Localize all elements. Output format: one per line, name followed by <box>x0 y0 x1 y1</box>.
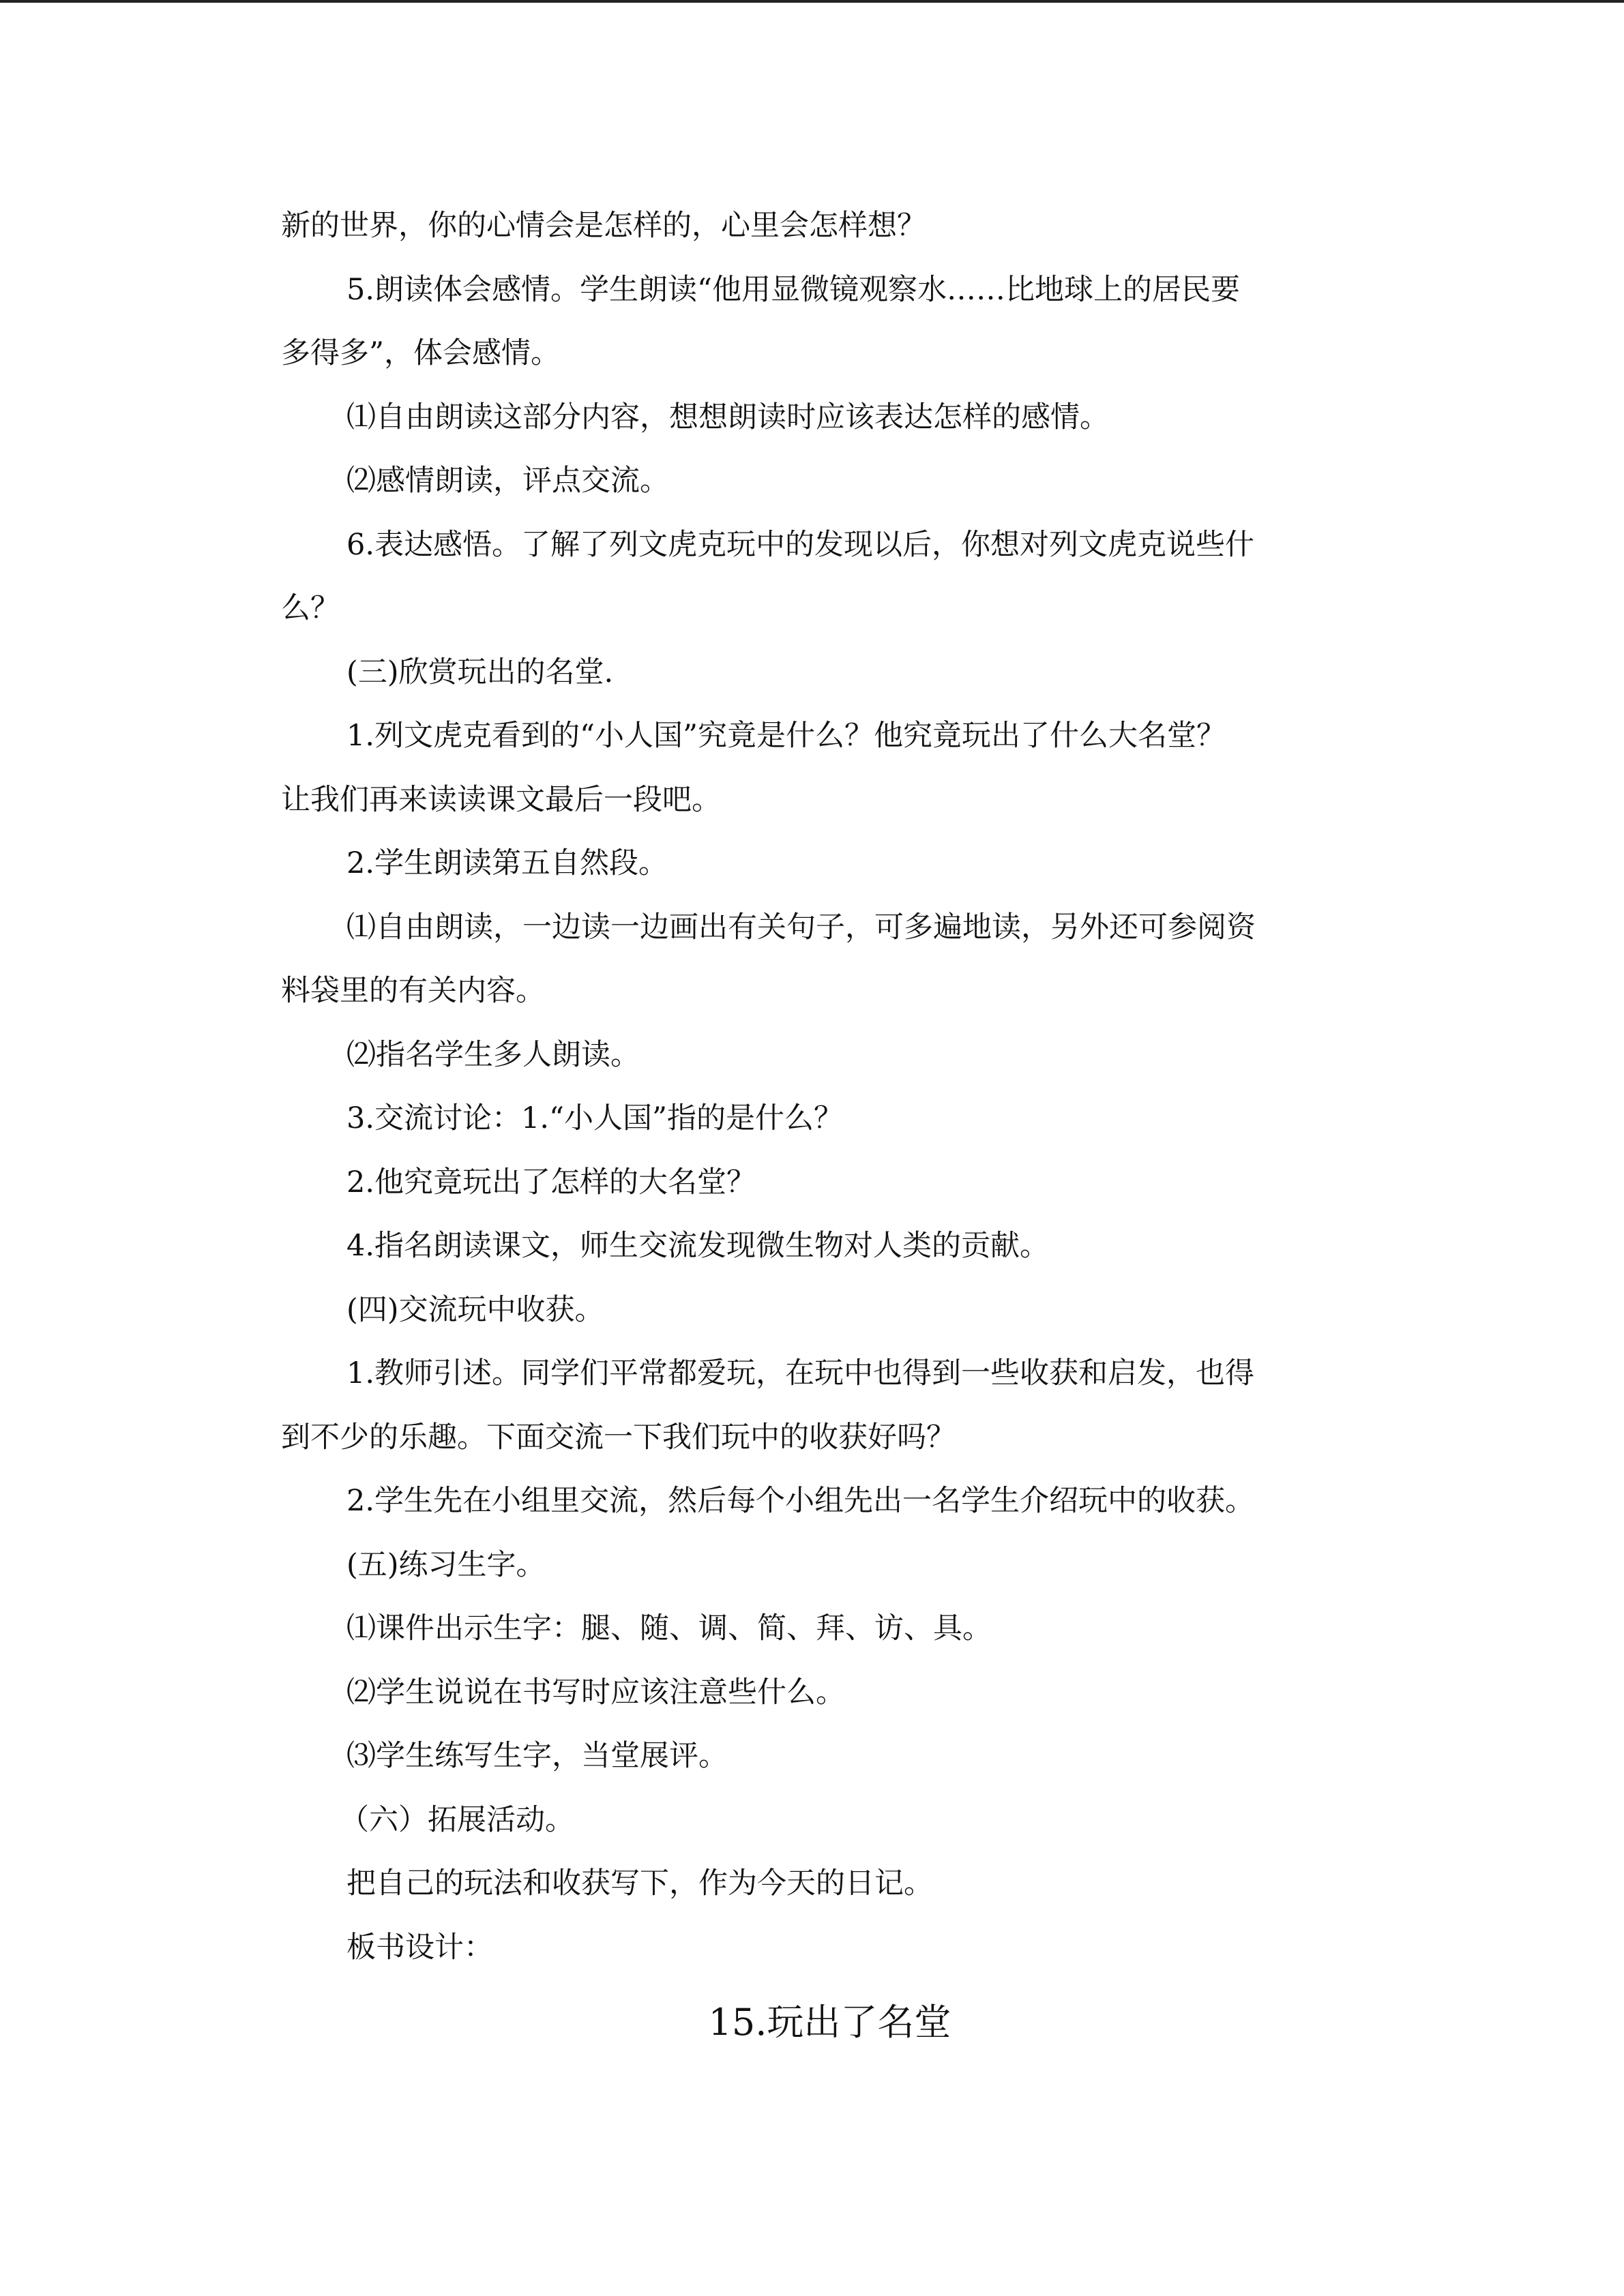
text-line: （六）拓展活动。 <box>340 1802 574 1837</box>
text-line: (五)练习生字。 <box>346 1547 546 1582</box>
text-line: 4.指名朗读课文，师生交流发现微生物对人类的贡献。 <box>346 1229 1050 1263</box>
text-line: 6.表达感悟。了解了列文虎克玩中的发现以后，你想对列文虎克说些什 <box>346 527 1255 562</box>
text-line: 新的世界，你的心情会是怎样的，心里会怎样想？ <box>281 209 926 243</box>
text-line: 板书设计： <box>346 1930 493 1965</box>
text-line: 2.学生先在小组里交流，然后每个小组先出一名学生介绍玩中的收获。 <box>346 1484 1255 1518</box>
text-line: 把自己的玩法和收获写下，作为今天的日记。 <box>346 1866 933 1900</box>
document-body <box>281 194 1386 1980</box>
text-line: ⑵学生说说在书写时应该注意些什么。 <box>346 1675 845 1710</box>
text-line: 5.朗读体会感情。学生朗读“他用显微镜观察水……比地球上的居民要 <box>346 272 1241 307</box>
text-line: (三)欣赏玩出的名堂. <box>346 655 614 689</box>
text-line: 多得多”，体会感情。 <box>281 336 560 370</box>
text-line: 3.交流讨论：1.“小人国”指的是什么？ <box>346 1101 844 1135</box>
text-line: ⑴课件出示生字：腿、随、调、简、拜、访、具。 <box>346 1611 992 1645</box>
text-line: 2.学生朗读第五自然段。 <box>346 846 668 880</box>
board-design-title: 15.玩出了名堂 <box>708 2001 951 2044</box>
text-line: 2.他究竟玩出了怎样的大名堂？ <box>346 1165 756 1199</box>
text-line: 到不少的乐趣。下面交流一下我们玩中的收获好吗？ <box>281 1420 956 1455</box>
text-line: 1.列文虎克看到的“小人国”究竟是什么？他究竟玩出了什么大名堂？ <box>346 719 1226 753</box>
text-line: ⑴自由朗读，一边读一边画出有关句子，可多遍地读，另外还可参阅资 <box>346 910 1256 944</box>
text-line: 1.教师引述。同学们平常都爱玩，在玩中也得到一些收获和启发，也得 <box>346 1356 1255 1390</box>
text-line: ⑶学生练写生字，当堂展评。 <box>346 1739 728 1773</box>
text-line: 让我们再来读读课文最后一段吧。 <box>281 782 721 817</box>
text-line: 么？ <box>281 591 340 625</box>
text-line: (四)交流玩中收获。 <box>346 1292 604 1327</box>
text-line: ⑵指名学生多人朗读。 <box>346 1037 640 1072</box>
page-top-border <box>0 0 1624 3</box>
text-line: ⑴自由朗读这部分内容，想想朗读时应该表达怎样的感情。 <box>346 400 1109 434</box>
text-line: ⑵感情朗读，评点交流。 <box>346 464 669 498</box>
text-line: 料袋里的有关内容。 <box>281 974 545 1008</box>
